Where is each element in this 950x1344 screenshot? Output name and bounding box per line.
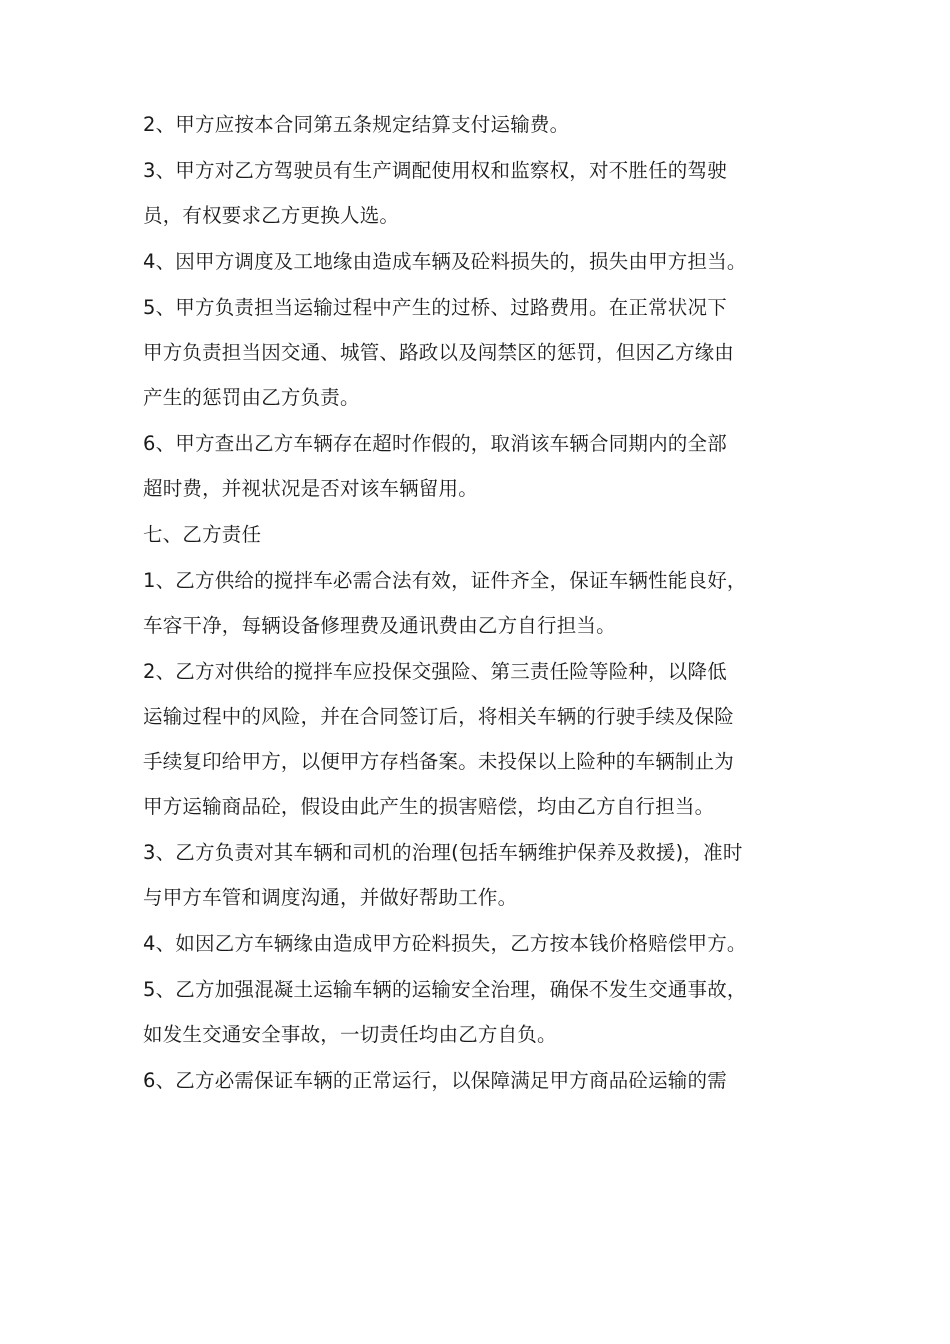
text-line: 1、乙方供给的搅拌车必需合法有效，证件齐全，保证车辆性能良好， [143, 569, 747, 592]
clause-jia-6 [143, 421, 815, 511]
text-line: 运输过程中的风险，并在合同签订后，将相关车辆的行驶手续及保险 [143, 705, 735, 728]
text-line: 5、乙方加强混凝土运输车辆的运输安全治理，确保不发生交通事故， [143, 978, 747, 1001]
text-line: 与甲方车管和调度沟通，并做好帮助工作。 [143, 886, 518, 909]
text-line: 产生的惩罚由乙方负责。 [143, 386, 360, 409]
text-line: 6、乙方必需保证车辆的正常运行，以保障满足甲方商品砼运输的需 [143, 1069, 727, 1092]
clause-yi-4 [143, 921, 815, 966]
text-line: 甲方负责担当因交通、城管、路政以及闯禁区的惩罚，但因乙方缘由 [143, 341, 735, 364]
text-line: 6、甲方查出乙方车辆存在超时作假的，取消该车辆合同期内的全部 [143, 432, 727, 455]
clause-jia-3 [143, 148, 815, 238]
text-line: 员，有权要求乙方更换人选。 [143, 204, 400, 227]
clause-jia-4 [143, 239, 815, 284]
text-line: 2、乙方对供给的搅拌车应投保交强险、第三责任险等险种，以降低 [143, 660, 727, 683]
document-body [143, 102, 815, 1103]
text-line: 甲方运输商品砼，假设由此产生的损害赔偿，均由乙方自行担当。 [143, 795, 715, 818]
clause-jia-5 [143, 285, 815, 420]
text-line: 超时费，并视状况是否对该车辆留用。 [143, 477, 478, 500]
clause-yi-2 [143, 649, 815, 829]
clause-yi-6 [143, 1058, 815, 1103]
text-line: 如发生交通安全事故，一切责任均由乙方自负。 [143, 1023, 557, 1046]
clause-yi-3 [143, 830, 815, 920]
section-heading: 七、乙方责任 [143, 523, 262, 546]
text-line: 4、如因乙方车辆缘由造成甲方砼料损失，乙方按本钱价格赔偿甲方。 [143, 932, 747, 955]
text-line: 手续复印给甲方，以便甲方存档备案。未投保以上险种的车辆制止为 [143, 750, 735, 773]
text-line: 车容干净，每辆设备修理费及通讯费由乙方自行担当。 [143, 614, 616, 637]
clause-jia-2 [143, 102, 815, 147]
text-line: 3、甲方对乙方驾驶员有生产调配使用权和监察权，对不胜任的驾驶 [143, 159, 727, 182]
section-heading-yi-responsibility [143, 512, 815, 557]
text-line: 4、因甲方调度及工地缘由造成车辆及砼料损失的，损失由甲方担当。 [143, 250, 747, 273]
text-line: 2、甲方应按本合同第五条规定结算支付运输费。 [143, 113, 570, 136]
text-line: 3、乙方负责对其车辆和司机的治理(包括车辆维护保养及救援)，准时 [143, 841, 743, 864]
clause-yi-5 [143, 967, 815, 1057]
clause-yi-1 [143, 558, 815, 648]
text-line: 5、甲方负责担当运输过程中产生的过桥、过路费用。在正常状况下 [143, 296, 727, 319]
